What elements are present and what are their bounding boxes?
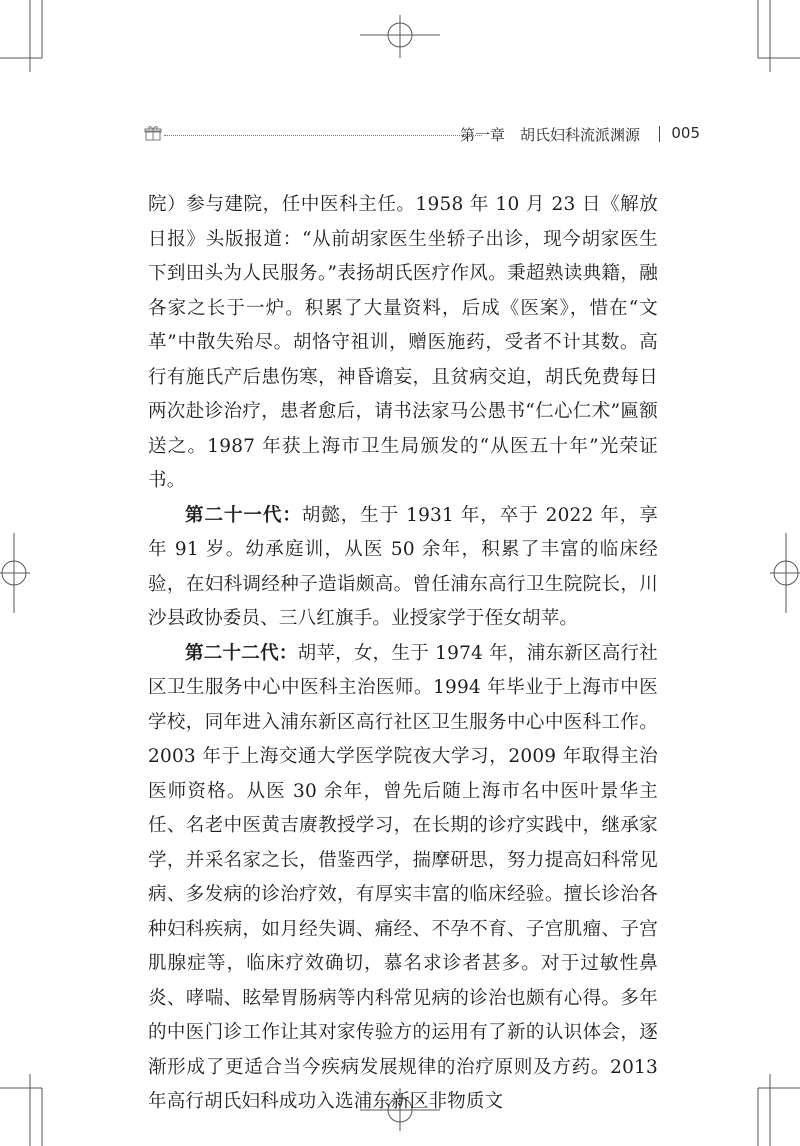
paragraph-continuation bbox=[148, 188, 658, 499]
paragraph-generation-21 bbox=[148, 499, 658, 637]
registration-mark-left bbox=[0, 533, 30, 613]
header-dotted-rule bbox=[164, 135, 482, 136]
chapter-title: 第一章 胡氏妇科流派渊源 bbox=[459, 126, 640, 144]
paragraph-text: 胡懿，生于 1931 年，卒于 2022 年，享年 91 岁。幼承庭训，从医 50 余年，积累了丰富的临床经验，在妇科调经种子造诣颇高。曾任浦东高行卫生院院长，川沙县政协委员、三八红旗手。业授家学于侄女胡苹。 bbox=[148, 504, 658, 629]
registration-mark-right bbox=[770, 533, 800, 613]
paragraph-text: 院）参与建院，任中医科主任。1958 年 10 月 23 日《解放日报》头版报道：“从前胡家医生坐轿子出诊，现今胡家医生下到田头为人民服务。”表扬胡氏医疗作风。秉超熟读典籍，融各家之长于一炉。积累了大量资料，后成《医案》，惜在“文革”中散失殆尽。胡恪守祖训，赠医施药，受者不计其数。高行有施氏产后患伤寒，神昏谵妄，且贫病交迫，胡氏免费每日两次赴诊治疗，患者愈后，请书法家马公愚书“仁心仁术”匾额送之。1987 年获上海市卫生局颁发的“从医五十年”光荣证书。 bbox=[148, 194, 658, 491]
body-text bbox=[148, 188, 658, 1120]
registration-mark-top bbox=[360, 15, 440, 58]
running-header bbox=[140, 118, 700, 152]
paragraph-text: 胡苹，女，生于 1974 年，浦东新区高行社区卫生服务中心中医科主治医师。1994 年毕业于上海市中医学校，同年进入浦东新区高行社区卫生服务中心中医科工作。2003 年于上海交通大学医学院夜大学习，2009 年取得主治医师资格。从医 30 余年，曾先后随上海市名中医叶景华主任、名老中医黄吉赓教授学习，在长期的诊疗实践中，继承家学，并采名家之长，借鉴西学，揣摩研思，努力提高妇科常见病、多发病的诊治疗效，有厚实丰富的临床经验。擅长诊治各种妇科疾病，如月经失调、痛经、不孕不育、子宫肌瘤、子宫肌腺症等，临床疗效确切，慕名求诊者甚多。对于过敏性鼻炎、哮喘、眩晕胃肠病等内科常见病的诊治也颇有心得。多年的中医门诊工作让其对家传验方的运用有了新的认识体会，逐渐形成了更适合当今疾病发展规律的治疗原则及方药。2013 年高行胡氏妇科成功入选浦东新区非物质文 bbox=[148, 642, 658, 1112]
page-number: 005 bbox=[671, 124, 700, 142]
generation-label: 第二十一代： bbox=[185, 504, 302, 526]
generation-label: 第二十二代： bbox=[185, 642, 298, 664]
paragraph-generation-22 bbox=[148, 637, 658, 1120]
header-separator bbox=[659, 126, 660, 142]
gift-box-icon bbox=[144, 124, 162, 142]
